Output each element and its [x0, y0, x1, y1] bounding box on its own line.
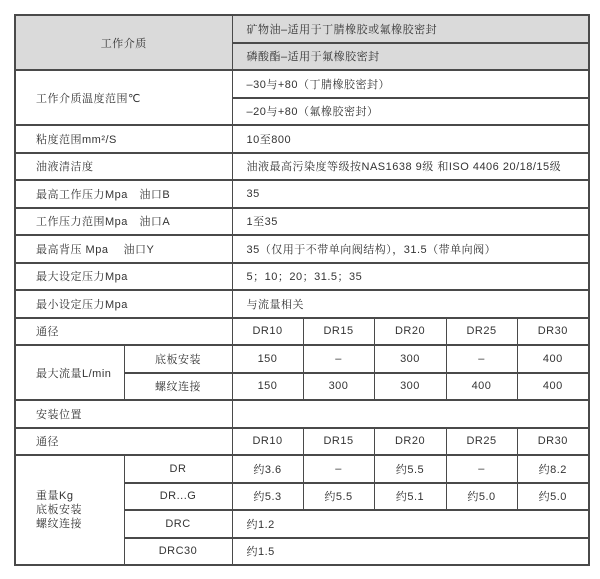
- weight-drc30-label: DRC30: [124, 538, 232, 566]
- max-working-pressure-label: 最高工作压力Mpa 油口B: [15, 180, 232, 208]
- working-medium-phosphate-ester: 磷酸酯–适用于氟橡胶密封: [232, 43, 589, 71]
- max-flow-thread-label: 螺纹连接: [124, 373, 232, 401]
- table-row-cleanliness: [15, 153, 589, 181]
- table-row-max-flow-plate: [15, 345, 589, 373]
- table-row-diameter-2: [15, 428, 589, 456]
- weight-dr-dr10: 约3.6: [232, 455, 303, 483]
- cleanliness-value: 油液最高污染度等级按NAS1638 9级 和ISO 4406 20/18/15级: [232, 153, 589, 181]
- cleanliness-label: 油液清洁度: [15, 153, 232, 181]
- weight-dr-dr25: –: [446, 455, 517, 483]
- viscosity-label: 粘度范围mm²/S: [15, 125, 232, 153]
- weight-dr-dr20: 约5.5: [374, 455, 446, 483]
- diameter-2-dr10: DR10: [232, 428, 303, 456]
- table-row-working-pressure-range: [15, 208, 589, 236]
- table-row-viscosity: [15, 125, 589, 153]
- diameter-2-label: 通径: [15, 428, 232, 456]
- weight-drg-label: DR...G: [124, 483, 232, 511]
- max-flow-thread-dr15: 300: [303, 373, 374, 401]
- table-row-weight-dr: [15, 455, 589, 483]
- weight-drg-dr10: 约5.3: [232, 483, 303, 511]
- table-row-min-set-pressure: [15, 290, 589, 318]
- max-flow-plate-dr10: 150: [232, 345, 303, 373]
- weight-drg-dr25: 约5.0: [446, 483, 517, 511]
- viscosity-value: 10至800: [232, 125, 589, 153]
- diameter-1-dr25: DR25: [446, 318, 517, 346]
- max-flow-plate-dr30: 400: [517, 345, 589, 373]
- diameter-2-dr20: DR20: [374, 428, 446, 456]
- weight-dr-dr15: –: [303, 455, 374, 483]
- weight-drg-dr20: 约5.1: [374, 483, 446, 511]
- table-row-max-back-pressure: [15, 235, 589, 263]
- max-working-pressure-value: 35: [232, 180, 589, 208]
- diameter-2-dr30: DR30: [517, 428, 589, 456]
- diameter-1-dr15: DR15: [303, 318, 374, 346]
- temperature-fkm: –20与+80（氟橡胶密封）: [232, 98, 589, 126]
- min-set-pressure-value: 与流量相关: [232, 290, 589, 318]
- weight-drc-value: 约1.2: [232, 510, 589, 538]
- diameter-2-dr15: DR15: [303, 428, 374, 456]
- weight-dr-dr30: 约8.2: [517, 455, 589, 483]
- weight-drc-label: DRC: [124, 510, 232, 538]
- mounting-position-label: 安装位置: [15, 400, 232, 428]
- min-set-pressure-label: 最小设定压力Mpa: [15, 290, 232, 318]
- weight-drg-dr15: 约5.5: [303, 483, 374, 511]
- max-set-pressure-value: 5；10；20；31.5；35: [232, 263, 589, 291]
- max-flow-label: 最大流量L/min: [15, 345, 124, 400]
- working-pressure-range-value: 1至35: [232, 208, 589, 236]
- weight-label: [15, 455, 124, 565]
- working-medium-mineral-oil: 矿物油–适用于丁腈橡胶或氟橡胶密封: [232, 15, 589, 43]
- max-flow-plate-dr25: –: [446, 345, 517, 373]
- max-flow-plate-dr15: –: [303, 345, 374, 373]
- diameter-1-dr20: DR20: [374, 318, 446, 346]
- max-flow-thread-dr20: 300: [374, 373, 446, 401]
- max-flow-thread-dr30: 400: [517, 373, 589, 401]
- weight-label-line-1: 重量Kg: [36, 490, 74, 502]
- max-back-pressure-value: 35（仅用于不带单向阀结构），31.5（带单向阀）: [232, 235, 589, 263]
- temperature-nbr: –30与+80（丁腈橡胶密封）: [232, 70, 589, 98]
- max-flow-thread-dr10: 150: [232, 373, 303, 401]
- mounting-position-value: [232, 400, 589, 428]
- table-row-mounting-position: [15, 400, 589, 428]
- weight-dr-label: DR: [124, 455, 232, 483]
- table-row-temperature: [15, 70, 589, 98]
- weight-drc30-value: 约1.5: [232, 538, 589, 566]
- table-row-diameter-1: [15, 318, 589, 346]
- max-flow-thread-dr25: 400: [446, 373, 517, 401]
- table-row-working-medium: [15, 15, 589, 43]
- weight-label-line-2: 底板安装: [36, 504, 82, 516]
- diameter-1-label: 通径: [15, 318, 232, 346]
- max-flow-plate-dr20: 300: [374, 345, 446, 373]
- spec-table: [14, 14, 590, 566]
- diameter-1-dr30: DR30: [517, 318, 589, 346]
- table-row-max-set-pressure: [15, 263, 589, 291]
- table-row-max-working-pressure: [15, 180, 589, 208]
- diameter-1-dr10: DR10: [232, 318, 303, 346]
- working-medium-label: 工作介质: [15, 15, 232, 70]
- diameter-2-dr25: DR25: [446, 428, 517, 456]
- max-set-pressure-label: 最大设定压力Mpa: [15, 263, 232, 291]
- max-flow-plate-label: 底板安装: [124, 345, 232, 373]
- max-back-pressure-label: 最高背压 Mpa 油口Y: [15, 235, 232, 263]
- working-pressure-range-label: 工作压力范围Mpa 油口A: [15, 208, 232, 236]
- temperature-range-label: 工作介质温度范围℃: [15, 70, 232, 125]
- weight-label-line-3: 螺纹连接: [36, 518, 82, 530]
- weight-drg-dr30: 约5.0: [517, 483, 589, 511]
